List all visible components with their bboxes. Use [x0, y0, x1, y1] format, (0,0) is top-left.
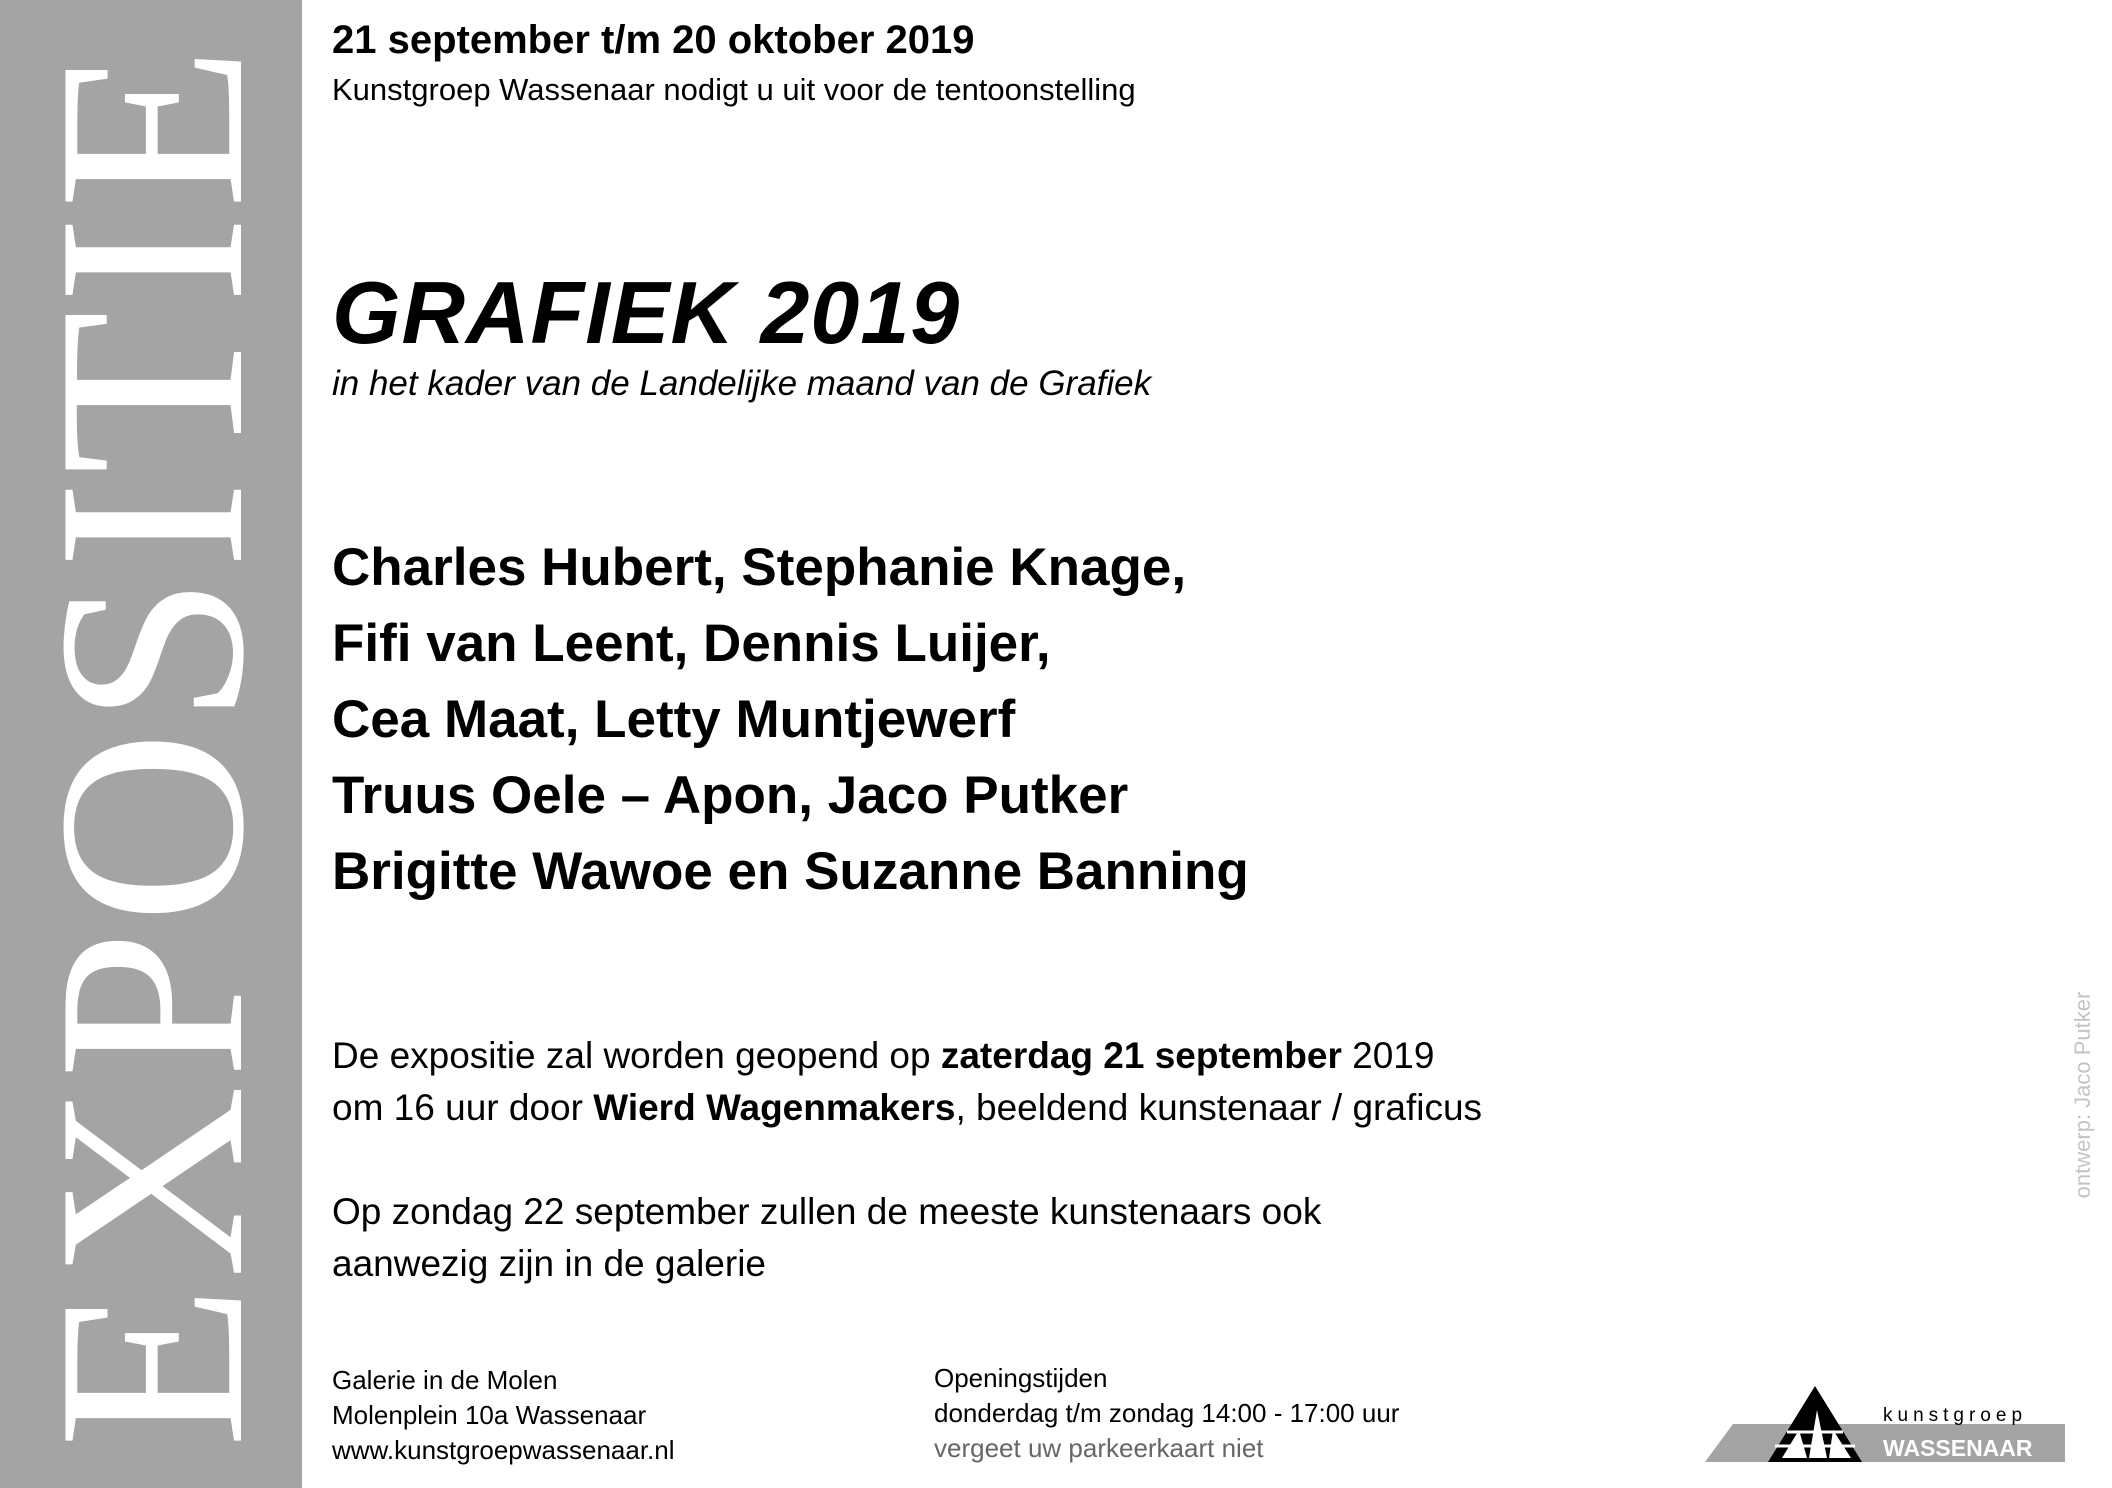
opening-line-2 [332, 1082, 1482, 1134]
opening-time-text: om 16 uur door [332, 1087, 594, 1128]
logo-text-bottom: WASSENAAR [1883, 1435, 2033, 1461]
artist-list [332, 530, 1249, 910]
speaker-role: , beeldend kunstenaar / graficus [955, 1087, 1483, 1128]
design-credit: ontwerp: Jaco Putker [2070, 991, 2095, 1199]
exhibition-dates: 21 september t/m 20 oktober 2019 [332, 18, 975, 62]
artist-line: Fifi van Leent, Dennis Luijer, [332, 614, 1051, 673]
exhibition-title: GRAFIEK 2019 [332, 263, 961, 362]
kunstgroep-wassenaar-logo [1705, 1380, 2065, 1466]
opening-paragraph [332, 1030, 1482, 1134]
artist-line: Cea Maat, Letty Muntjewerf [332, 690, 1016, 749]
artist-line: Truus Oele – Apon, Jaco Putker [332, 766, 1129, 825]
exposition-vertical-title: EXPOSITIE [2, 39, 299, 1449]
opening-speaker: Wierd Wagenmakers [593, 1087, 956, 1128]
sidebar [0, 0, 302, 1488]
opening-year: 2019 [1341, 1035, 1435, 1076]
sunday-line-2: aanwezig zijn in de galerie [332, 1243, 766, 1284]
logo-text-top: kunstgroep [1883, 1405, 2028, 1426]
venue-address: Molenplein 10a Wassenaar [332, 1400, 647, 1430]
artist-line: Charles Hubert, Stephanie Knage, [332, 538, 1187, 597]
hours-label: Openingstijden [934, 1363, 1108, 1393]
parking-note: vergeet uw parkeerkaart niet [934, 1433, 1264, 1463]
opening-line-1 [332, 1030, 1482, 1082]
opening-date: zaterdag 21 september [940, 1035, 1342, 1076]
artist-line: Brigitte Wawoe en Suzanne Banning [332, 842, 1249, 901]
exhibition-subtitle: in het kader van de Landelijke maand van de Grafiek [332, 364, 1152, 403]
venue-name: Galerie in de Molen [332, 1365, 558, 1395]
sunday-line-1: Op zondag 22 september zullen de meeste kunstenaars ook [332, 1191, 1322, 1232]
invitation-line: Kunstgroep Wassenaar nodigt u uit voor de tentoonstelling [332, 72, 1136, 107]
opening-hours-block [934, 1361, 1399, 1466]
hours-times: donderdag t/m zondag 14:00 - 17:00 uur [934, 1398, 1400, 1428]
sunday-paragraph [332, 1186, 1321, 1290]
opening-text: De expositie zal worden geopend op [332, 1035, 941, 1076]
venue-block [332, 1363, 675, 1468]
venue-website-link[interactable]: www.kunstgroepwassenaar.nl [332, 1435, 675, 1465]
